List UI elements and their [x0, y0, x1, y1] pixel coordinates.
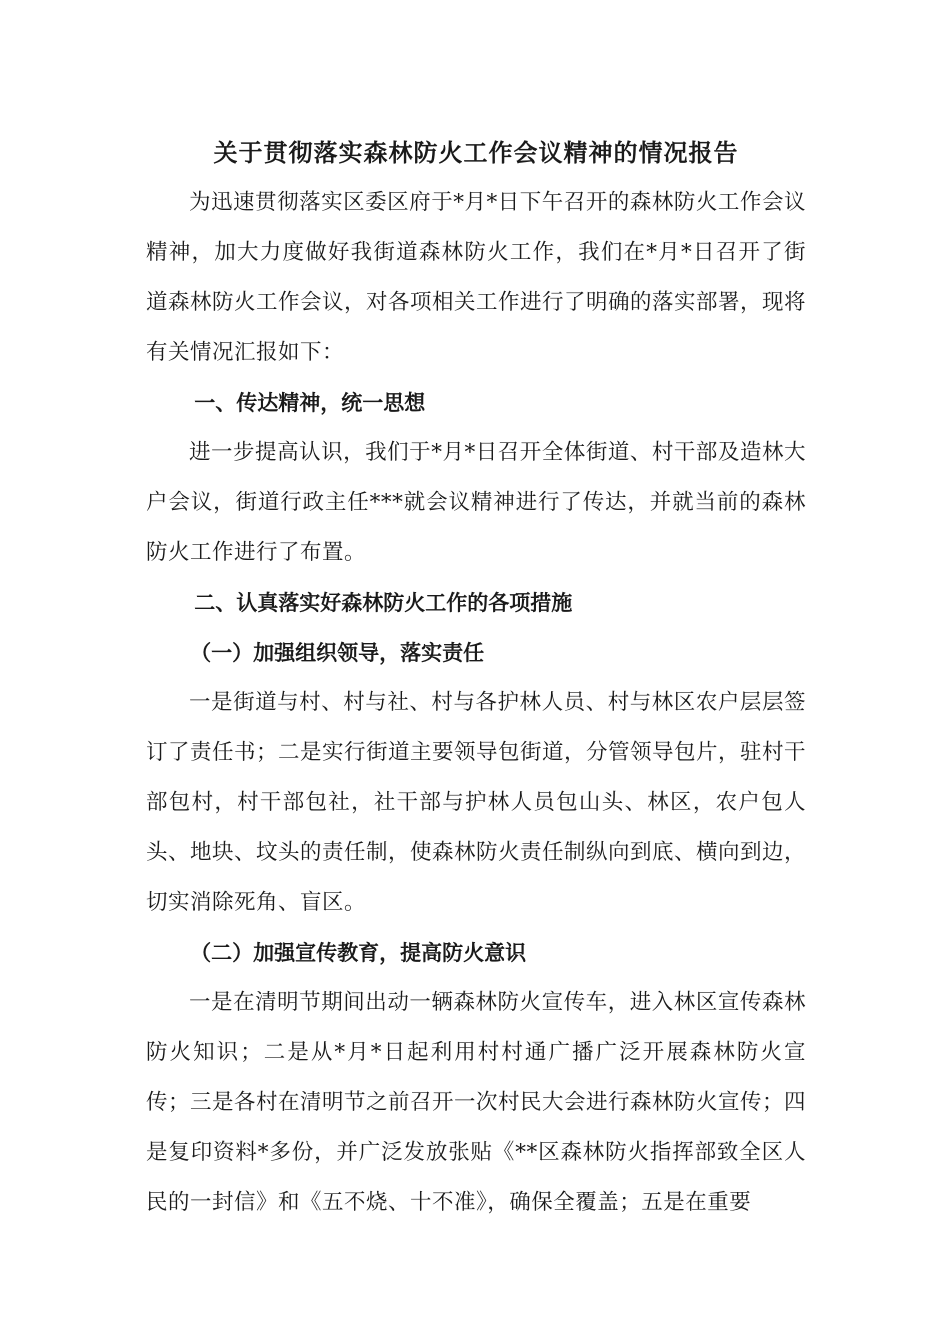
document-page	[146, 128, 806, 1228]
subsection-2-paragraph: 一是在清明节期间出动一辆森林防火宣传车，进入林区宣传森林防火知识；二是从*月*日起利用村村通广播广泛开展森林防火宣传；三是各村在清明节之前召开一次村民大会进行森林防火宣传；四是复印资料*多份，并广泛发放张贴《**区森林防火指挥部致全区人民的一封信》和《五不烧、十不准》，确保全覆盖；五是在重要	[146, 990, 807, 1215]
intro-paragraph: 为迅速贯彻落实区委区府于*月*日下午召开的森林防火工作会议精神，加大力度做好我街道森林防火工作，我们在*月*日召开了街道森林防火工作会议，对各项相关工作进行了明确的落实部署，现将有关情况汇报如下：	[146, 190, 807, 365]
section-1-paragraph: 进一步提高认识，我们于*月*日召开全体街道、村干部及造林大户会议，街道行政主任***就会议精神进行了传达，并就当前的森林防火工作进行了布置。	[146, 440, 806, 565]
subsection-1-heading: （一）加强组织领导，落实责任	[190, 641, 485, 665]
subsection-1-paragraph: 一是街道与村、村与社、村与各护林人员、村与林区农户层层签订了责任书；二是实行街道主要领导包街道，分管领导包片，驻村干部包村，村干部包社，社干部与护林人员包山头、林区，农户包人头、地块、坟头的责任制，使森林防火责任制纵向到底、横向到边，切实消除死角、盲区。	[146, 690, 807, 915]
section-1-heading: 一、传达精神，统一思想	[194, 391, 426, 415]
document-title: 关于贯彻落实森林防火工作会议精神的情况报告	[213, 139, 739, 167]
section-2-heading: 二、认真落实好森林防火工作的各项措施	[194, 591, 573, 615]
subsection-2-heading: （二）加强宣传教育，提高防火意识	[190, 941, 527, 965]
